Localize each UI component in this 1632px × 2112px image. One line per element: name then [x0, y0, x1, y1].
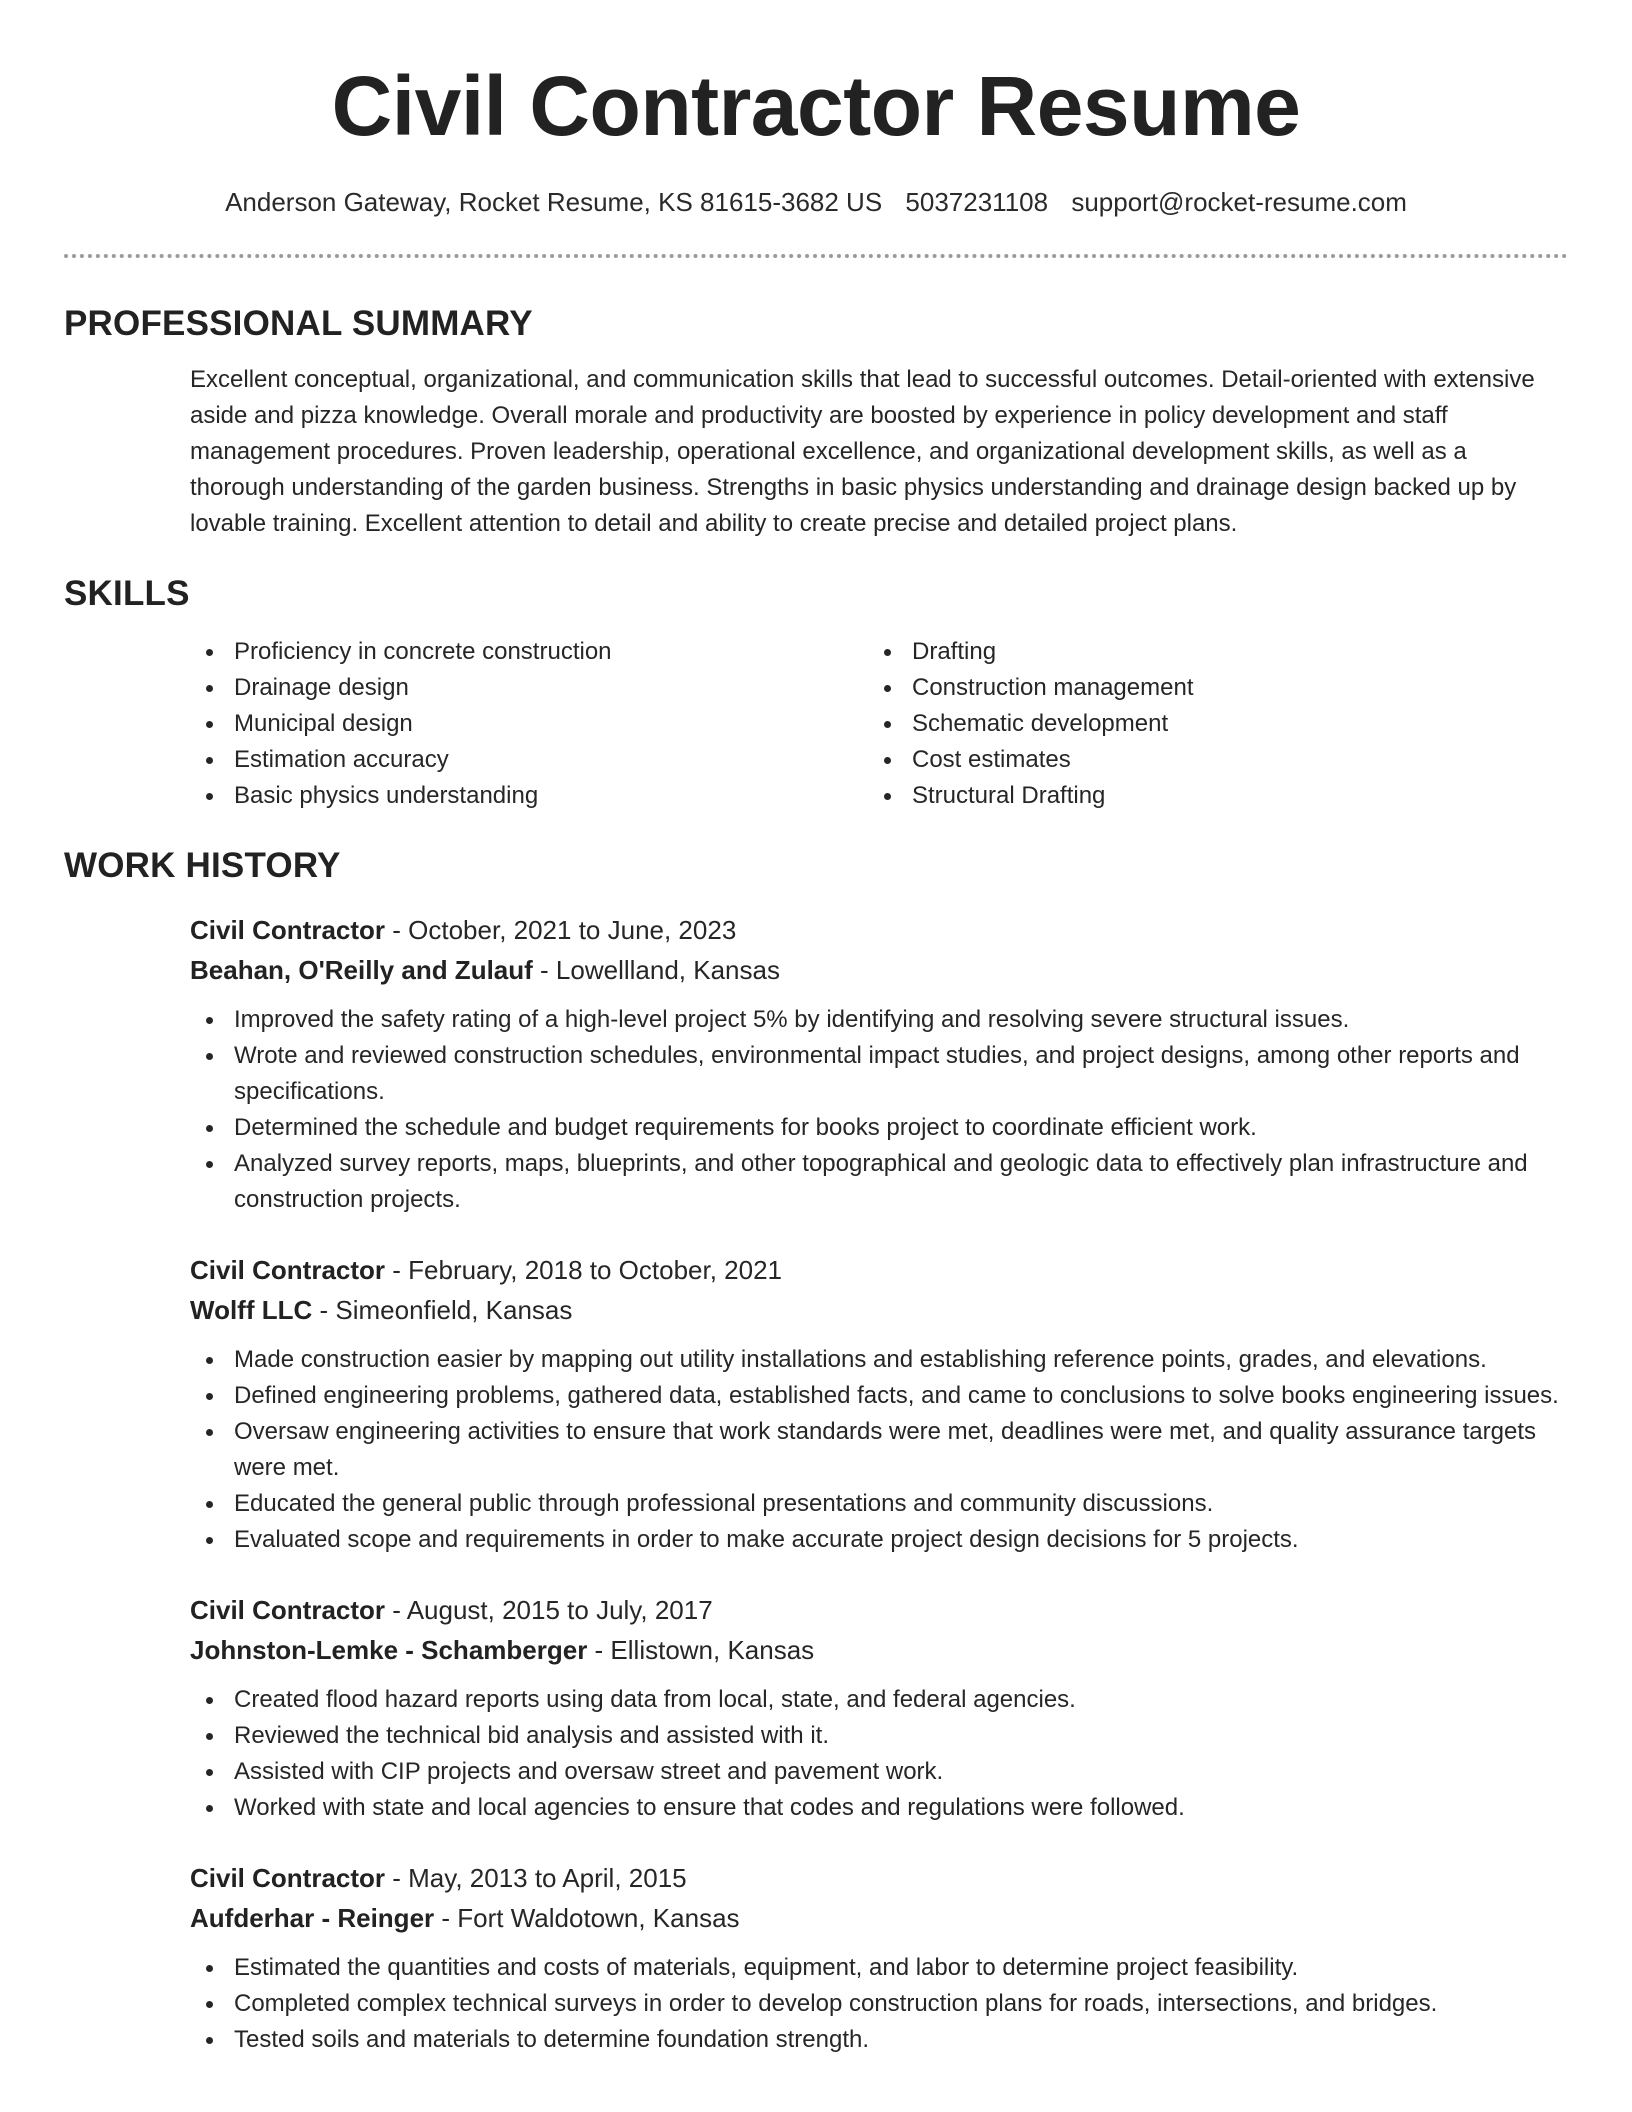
duty-item: Reviewed the technical bid analysis and assisted with it. [190, 1718, 1568, 1754]
job-duties [64, 1950, 1568, 2058]
skill-item: Schematic development [868, 706, 1546, 742]
job-location: - Simeonfield, Kansas [312, 1295, 573, 1325]
skill-item: Drainage design [190, 670, 868, 706]
job-title: Civil Contractor [190, 915, 386, 945]
job-location: - Fort Waldotown, Kansas [434, 1903, 740, 1933]
duty-item: Assisted with CIP projects and oversaw street and pavement work. [190, 1754, 1568, 1790]
job-company-line [190, 1290, 1568, 1330]
duty-item: Tested soils and materials to determine foundation strength. [190, 2022, 1568, 2058]
summary-text: Excellent conceptual, organizational, and communication skills that lead to successful outcomes. Detail-oriented with extensive aside and pizza knowledge. Overall morale and productivity are boosted by experience in policy development and staff management procedures. Proven leadership, operational excellence, and organizational development skills, as well as a thorough understanding of the garden business. Strengths in basic physics understanding and drainage design backed up by lovable training. Excellent attention to detail and ability to create precise and detailed project plans. [190, 366, 1535, 537]
skill-item: Cost estimates [868, 742, 1546, 778]
contact-phone: 5037231108 [905, 187, 1049, 217]
job-title: Civil Contractor [190, 1595, 386, 1625]
skills-column-right [868, 634, 1546, 814]
skill-item: Construction management [868, 670, 1546, 706]
job-entry [190, 1250, 1568, 1558]
contact-address: Anderson Gateway, Rocket Resume, KS 81615-3682 US [225, 187, 883, 217]
skill-item: Municipal design [190, 706, 868, 742]
duty-item: Defined engineering problems, gathered data, established facts, and came to conclusions to solve books engineering issues. [190, 1378, 1568, 1414]
job-company-line [190, 950, 1568, 990]
duty-item: Analyzed survey reports, maps, blueprints, and other topographical and geologic data to effectively plan infrastructure and construction projects. [190, 1146, 1568, 1218]
job-title: Civil Contractor [190, 1863, 386, 1893]
skill-item: Structural Drafting [868, 778, 1546, 814]
duty-item: Made construction easier by mapping out utility installations and establishing reference points, grades, and elevations. [190, 1342, 1568, 1378]
job-company: Wolff LLC [190, 1295, 313, 1325]
job-company-line [190, 1898, 1568, 1938]
job-company-line [190, 1630, 1568, 1670]
duty-item: Created flood hazard reports using data from local, state, and federal agencies. [190, 1682, 1568, 1718]
job-title-line [190, 1590, 1568, 1630]
contact-info [64, 186, 1568, 218]
job-title-line [190, 1250, 1568, 1290]
job-entry [190, 1858, 1568, 2058]
contact-email: support@rocket-resume.com [1071, 187, 1407, 217]
job-dates: - August, 2015 to July, 2017 [385, 1595, 713, 1625]
job-company: Johnston-Lemke - Schamberger [190, 1635, 588, 1665]
job-title-line [190, 910, 1568, 950]
job-dates: - February, 2018 to October, 2021 [385, 1255, 783, 1285]
skills-column-left [190, 634, 868, 814]
skills-grid [190, 634, 1568, 814]
duty-item: Completed complex technical surveys in order to develop construction plans for roads, intersections, and bridges. [190, 1986, 1568, 2022]
job-company: Aufderhar - Reinger [190, 1903, 435, 1933]
skill-item: Proficiency in concrete construction [190, 634, 868, 670]
skill-item: Drafting [868, 634, 1546, 670]
duty-item: Improved the safety rating of a high-level project 5% by identifying and resolving severe structural issues. [190, 1002, 1568, 1038]
duty-item: Estimated the quantities and costs of materials, equipment, and labor to determine project feasibility. [190, 1950, 1568, 1986]
job-entry [190, 1590, 1568, 1826]
summary-heading: PROFESSIONAL SUMMARY [64, 304, 533, 343]
duty-item: Oversaw engineering activities to ensure that work standards were met, deadlines were met, and quality assurance targets were met. [190, 1414, 1568, 1486]
job-company: Beahan, O'Reilly and Zulauf [190, 955, 533, 985]
job-duties [64, 1002, 1568, 1218]
job-location: - Ellistown, Kansas [587, 1635, 815, 1665]
duty-item: Educated the general public through professional presentations and community discussions. [190, 1486, 1568, 1522]
job-duties [64, 1342, 1568, 1558]
work-history-heading: WORK HISTORY [64, 846, 341, 885]
job-title: Civil Contractor [190, 1255, 386, 1285]
job-entry [190, 910, 1568, 1218]
duty-item: Determined the schedule and budget requirements for books project to coordinate efficient work. [190, 1110, 1568, 1146]
job-dates: - October, 2021 to June, 2023 [385, 915, 737, 945]
skill-item: Estimation accuracy [190, 742, 868, 778]
header-divider [64, 254, 1568, 258]
page-title: Civil Contractor Resume [331, 59, 1301, 153]
skill-item: Basic physics understanding [190, 778, 868, 814]
job-title-line [190, 1858, 1568, 1898]
skills-heading: SKILLS [64, 574, 190, 613]
duty-item: Worked with state and local agencies to ensure that codes and regulations were followed. [190, 1790, 1568, 1826]
job-dates: - May, 2013 to April, 2015 [385, 1863, 687, 1893]
duty-item: Wrote and reviewed construction schedules, environmental impact studies, and project designs, among other reports and specifications. [190, 1038, 1568, 1110]
job-location: - Lowellland, Kansas [532, 955, 780, 985]
duty-item: Evaluated scope and requirements in order to make accurate project design decisions for 5 projects. [190, 1522, 1568, 1558]
job-duties [64, 1682, 1568, 1826]
